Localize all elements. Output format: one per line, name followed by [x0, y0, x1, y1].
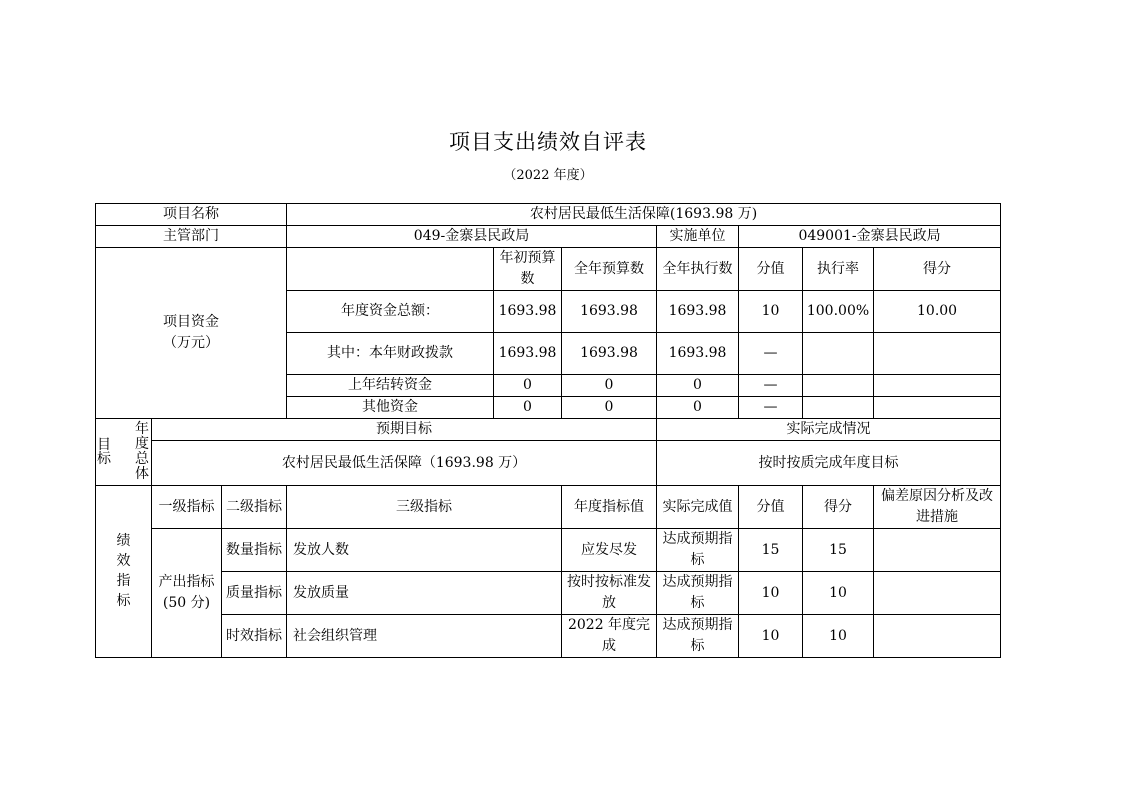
goals-label-inner: 年度总体 [135, 421, 149, 482]
indicator-target: 应发尽发 [562, 529, 657, 572]
indicator-level2: 时效指标 [222, 615, 287, 658]
funds-header-score-value: 分值 [739, 248, 803, 291]
indicator-actual: 达成预期指标 [657, 615, 739, 658]
funds-cell-score-value: — [739, 397, 803, 419]
indicator-level2: 质量指标 [222, 572, 287, 615]
funds-cell-initial: 0 [494, 397, 562, 419]
page-title: 项目支出绩效自评表 [449, 130, 647, 154]
page-subtitle: （2022 年度） [503, 168, 593, 183]
indicator-score-value: 10 [739, 572, 803, 615]
indicator-score: 10 [803, 615, 874, 658]
funds-cell-score: 10.00 [874, 291, 1001, 333]
indicators-header-level3: 三级指标 [287, 486, 562, 529]
indicator-score: 15 [803, 529, 874, 572]
indicators-label: 绩效指标 [116, 533, 131, 609]
indicator-target: 2022 年度完成 [562, 615, 657, 658]
project-name-label: 项目名称 [96, 204, 287, 226]
indicator-reason [874, 529, 1001, 572]
funds-header-rate: 执行率 [803, 248, 874, 291]
funds-cell-initial: 0 [494, 375, 562, 397]
funds-header-annual: 全年预算数 [562, 248, 657, 291]
indicators-label-cell [96, 486, 152, 658]
funds-cell-rate: 100.00% [803, 291, 874, 333]
dept-label: 主管部门 [96, 226, 287, 248]
funds-cell-annual: 0 [562, 375, 657, 397]
funds-cell-executed: 0 [657, 397, 739, 419]
funds-cell-rate [803, 375, 874, 397]
goals-expected-header: 预期目标 [152, 419, 657, 441]
funds-cell-initial: 1693.98 [494, 291, 562, 333]
indicators-header-score: 得分 [803, 486, 874, 529]
indicator-actual: 达成预期指标 [657, 529, 739, 572]
indicator-level3: 发放质量 [287, 572, 562, 615]
funds-cell-annual: 1693.98 [562, 333, 657, 375]
evaluation-table [95, 203, 1001, 658]
indicator-level3: 发放人数 [287, 529, 562, 572]
funds-cell-executed: 1693.98 [657, 291, 739, 333]
funds-cell-score [874, 333, 1001, 375]
dept-value: 049-金寨县民政局 [287, 226, 657, 248]
unit-label: 实施单位 [657, 226, 739, 248]
funds-cell-score [874, 397, 1001, 419]
funds-cell-rate [803, 397, 874, 419]
funds-cell-executed: 1693.98 [657, 333, 739, 375]
unit-value: 049001-金寨县民政局 [739, 226, 1001, 248]
indicator-score-value: 15 [739, 529, 803, 572]
funds-cell-annual: 1693.98 [562, 291, 657, 333]
funds-cell-score-value: — [739, 333, 803, 375]
goals-expected-value: 农村居民最低生活保障（1693.98 万） [152, 441, 657, 486]
funds-cell-score-value: 10 [739, 291, 803, 333]
indicators-header-score-value: 分值 [739, 486, 803, 529]
indicator-level1: 产出指标(50 分) [152, 529, 222, 658]
funds-label: 项目资金 （万元） [96, 248, 287, 419]
project-name-value: 农村居民最低生活保障(1693.98 万) [287, 204, 1001, 226]
indicators-header-actual: 实际完成值 [657, 486, 739, 529]
funds-header-initial: 年初预算数 [494, 248, 562, 291]
goals-actual-header: 实际完成情况 [657, 419, 1001, 441]
indicator-level3: 社会组织管理 [287, 615, 562, 658]
funds-cell-annual: 0 [562, 397, 657, 419]
indicators-header-reason: 偏差原因分析及改进措施 [874, 486, 1001, 529]
funds-cell-initial: 1693.98 [494, 333, 562, 375]
indicator-reason [874, 572, 1001, 615]
funds-row-label: 其中：本年财政拨款 [287, 333, 494, 375]
indicator-level2: 数量指标 [222, 529, 287, 572]
funds-cell-executed: 0 [657, 375, 739, 397]
indicators-header-target: 年度指标值 [562, 486, 657, 529]
funds-header-blank [287, 248, 494, 291]
indicators-header-level1: 一级指标 [152, 486, 222, 529]
funds-row-label: 其他资金 [287, 397, 494, 419]
funds-header-executed: 全年执行数 [657, 248, 739, 291]
goals-label-cell [96, 419, 152, 486]
funds-row-label: 上年结转资金 [287, 375, 494, 397]
funds-cell-score-value: — [739, 375, 803, 397]
funds-cell-score [874, 375, 1001, 397]
funds-cell-rate [803, 333, 874, 375]
indicator-actual: 达成预期指标 [657, 572, 739, 615]
indicator-target: 按时按标准发放 [562, 572, 657, 615]
goals-label-outer: 目标 [97, 437, 111, 467]
indicator-reason [874, 615, 1001, 658]
funds-header-score: 得分 [874, 248, 1001, 291]
indicator-score: 10 [803, 572, 874, 615]
indicators-header-level2: 二级指标 [222, 486, 287, 529]
indicator-score-value: 10 [739, 615, 803, 658]
goals-actual-value: 按时按质完成年度目标 [657, 441, 1001, 486]
funds-row-label: 年度资金总额： [287, 291, 494, 333]
